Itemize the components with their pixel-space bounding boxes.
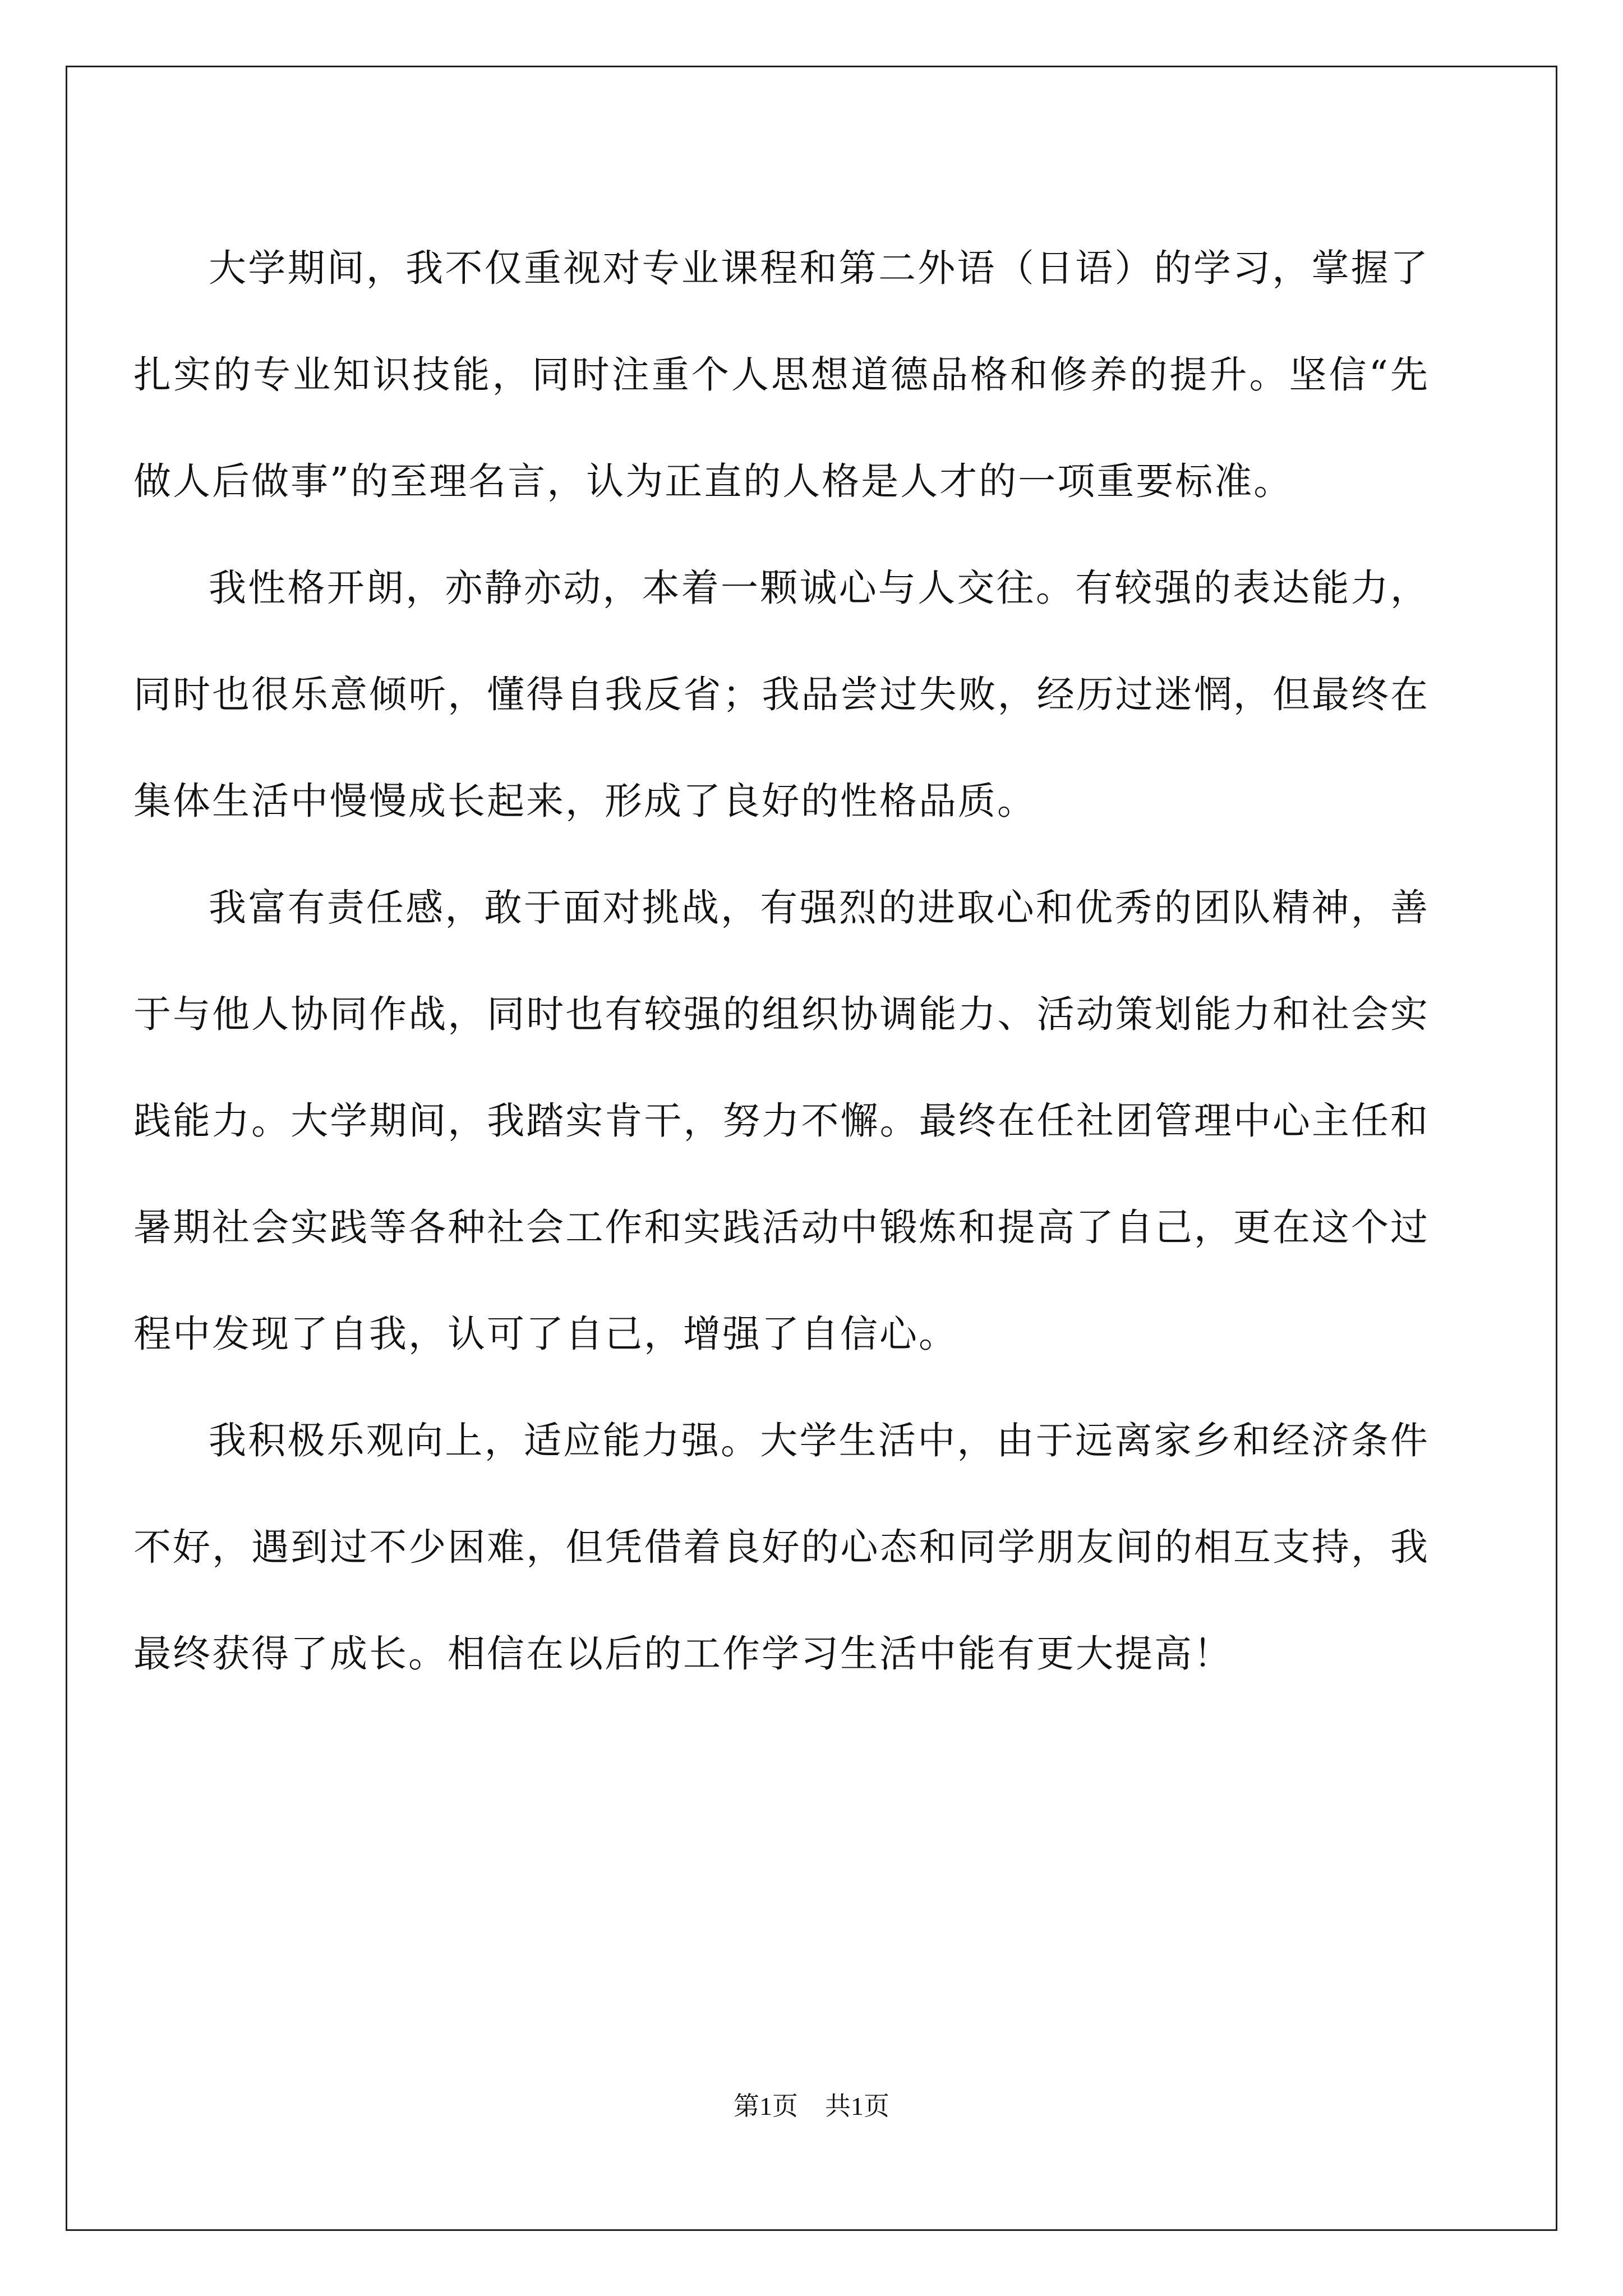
paragraph-4: 我积极乐观向上，适应能力强。大学生活中，由于远离家乡和经济条件不好，遇到过不少困难，但凭借着良好的心态和同学朋友间的相互支持，我最终获得了成长。相信在以后的工作学习生活中能有更大提高！ bbox=[133, 1419, 1430, 1676]
paragraph-3: 我富有责任感，敢于面对挑战，有强烈的进取心和优秀的团队精神，善于与他人协同作战，同时也有较强的组织协调能力、活动策划能力和社会实践能力。大学期间，我踏实肯干，努力不懈。最终在任社团管理中心主任和暑期社会实践等各种社会工作和实践活动中锻炼和提高了自己，更在这个过程中发现了自我，认可了自己，增强了自信心。 bbox=[133, 886, 1430, 1356]
paragraph-1: 大学期间，我不仅重视对专业课程和第二外语（日语）的学习，掌握了扎实的专业知识技能，同时注重个人思想道德品格和修养的提升。坚信“先做人后做事”的至理名言，认为正直的人格是人才的一项重要标准。 bbox=[133, 246, 1430, 503]
document-body bbox=[133, 215, 1430, 1707]
paragraph-2: 我性格开朗，亦静亦动，本着一颗诚心与人交往。有较强的表达能力，同时也很乐意倾听，懂得自我反省；我品尝过失败，经历过迷惘，但最终在集体生活中慢慢成长起来，形成了良好的性格品质。 bbox=[133, 566, 1430, 823]
page-total: 共1页 bbox=[825, 2092, 889, 2120]
page-footer bbox=[0, 2090, 1623, 2123]
page-number: 第1页 bbox=[734, 2092, 798, 2120]
